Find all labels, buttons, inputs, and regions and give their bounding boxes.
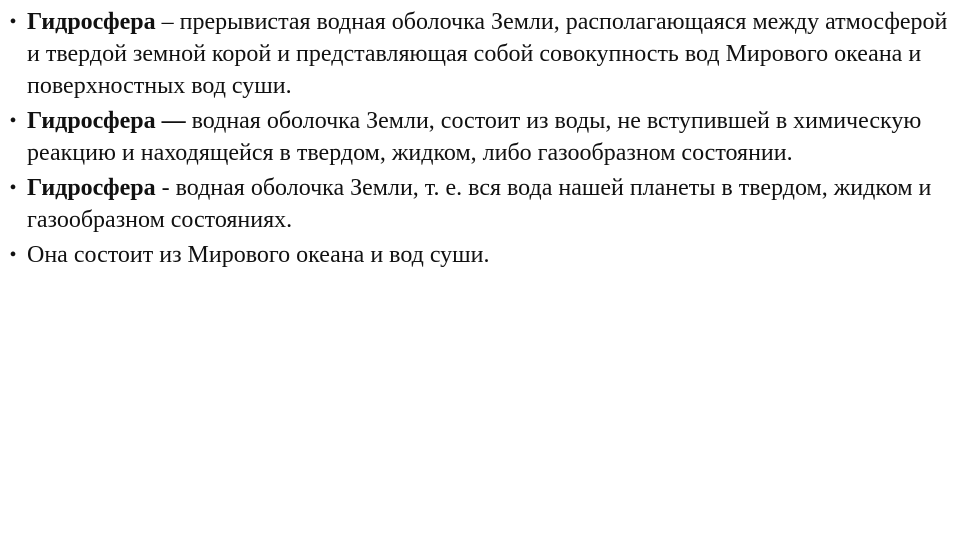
definition-text: водная оболочка Земли, состоит из воды, не вступившей в химическую реакцию и находящейся в твердом, жидком, либо газообразном состоянии. [27,108,922,166]
definition-text: Она состоит из Мирового океана и вод суши. [27,242,490,268]
term-bold: Гидросфера — [27,108,186,134]
definition-text: – прерывистая водная оболочка Земли, располагающаяся между атмосферой и твердой земной корой и представляющая собой совокупность вод Мирового океана и поверхностных вод суши. [27,9,948,99]
bullet-list [6,6,956,274]
bullet-icon: • [9,11,17,33]
list-item [6,6,956,102]
bullet-icon: • [9,110,17,132]
list-item [6,105,956,169]
term-bold: Гидросфера [27,9,156,35]
definition-text: - водная оболочка Земли, т. е. вся вода нашей планеты в твердом, жидком и газообразном состояниях. [27,175,932,233]
bullet-icon: • [9,177,17,199]
bullet-icon: • [9,244,17,266]
term-bold: Гидросфера [27,175,156,201]
list-item [6,172,956,236]
list-item [6,239,956,271]
